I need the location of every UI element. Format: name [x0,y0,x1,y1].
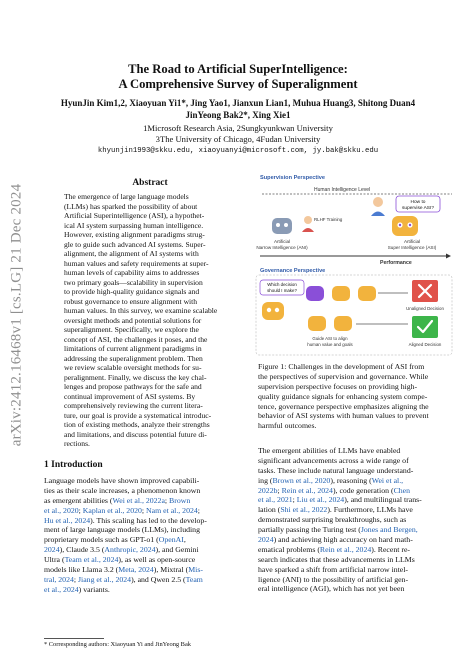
text-span: ), reasoning ( [330,475,372,485]
author-emails: khyunjin1993@skku.edu, xiaoyuanyi@microsoft.com, jy.bak@skku.edu [97,147,379,155]
paper-title-line-2: A Comprehensive Survey of Superalignment [118,77,358,91]
rlhf-label: RLHF Training [314,217,343,222]
text-line [44,585,244,595]
affiliation-line-2: 3The University of Chicago, 4Fudan University [155,134,321,144]
question-text-2: should I make? [267,288,297,293]
citation-link[interactable]: Brown [169,495,191,505]
citation-link[interactable]: Jiang et al., 2024 [78,574,132,584]
text-span: as emergent abilities ( [44,495,113,505]
text-line [258,535,452,545]
citation-link[interactable]: Hu et al., 2024 [44,515,91,525]
citation-link[interactable]: et al., 2021 [258,495,293,505]
human-trainer-icon [302,216,314,232]
caption-line: the perspectives of supervision and governance. While [258,371,429,381]
text-line [258,466,452,476]
citation-link[interactable]: Anthropic, 2024 [104,545,156,555]
text-span: ), code generation ( [332,485,394,495]
abstract-line: human levels of capability aims to addresses [64,268,200,277]
figure-1 [252,170,456,358]
footnote-rule [44,638,104,639]
text-line [258,545,452,555]
abstract-heading: Abstract [132,178,168,188]
citation-link[interactable]: Wei et al., [371,475,404,485]
text-span: ; [78,505,83,515]
performance-arrowhead [446,254,451,259]
citation-link[interactable]: et al., 2020 [44,505,79,515]
text-line [44,535,244,545]
abstract-line: comprehensively reviewing the current litera- [64,401,203,410]
abstract-line: Artificial Superintelligence (ASI), a hypothet- [64,211,205,220]
text-span: ) and achieving high accuracy on hard math- [273,535,413,545]
aligned-label: Aligned Decision [408,342,442,347]
abstract-line: to provide high-quality guidance signals and [64,287,200,296]
text-span: tasks. These include natural language understand- [258,465,414,475]
citation-link[interactable]: Rein et al., 2024 [281,485,333,495]
abstract-line: human values and safety requirements at super- [64,258,209,268]
caption-line: tence, governance perspective emphasizes aligning the [258,401,429,411]
text-line [258,456,452,466]
figure-1-caption [258,362,448,431]
text-span: ) variants. [78,584,110,594]
intro-left-column [44,476,244,595]
ani-label-2: Narrow Intelligence (ANI) [256,245,308,250]
citation-link[interactable]: Rein et al., 2024 [319,544,372,554]
aligned-decision-box [412,316,438,338]
authors-line-2: JinYeong Bak2*, Xing Xie1 [185,110,291,120]
text-span: ), and multilingual trans- [344,495,422,505]
text-span: ), Mixtral ( [153,565,189,575]
abstract-line: two primary goals—scalability in supervision [64,277,203,287]
abstract-line: we review scalable oversight methods for su- [64,363,202,372]
caption-line: Figure 1: Challenges in the development of ASI from [258,362,425,371]
human-supervisor-icon [371,197,385,216]
text-span: ). This scaling has led to the develop- [90,515,207,525]
text-line [258,555,452,565]
text-line [258,505,452,515]
text-line [44,525,244,535]
text-span: ; [73,574,79,584]
text-span: demonstrated surprising breakthroughs, such as [258,515,407,525]
text-line [44,545,244,555]
ani-label-1: Artificial [273,239,291,244]
text-span: partially passing the Turing test ( [258,525,361,535]
abstract-body [64,192,240,449]
text-line [44,516,244,526]
citation-link[interactable]: Shi et al., 2022 [280,505,328,515]
abstract-line: alignment, the alignment of AI systems with [64,249,199,258]
asi-robot-icon [392,216,418,236]
abstract-line: ical AI system surpassing human intelligence. [64,220,204,230]
paper-title-line-1: The Road to Artificial SuperIntelligence: [128,62,348,76]
text-span: ; [141,505,147,515]
text-line [258,584,452,594]
citation-link[interactable]: et al., 2024 [44,584,79,594]
abstract-line: oversight methods and potential solutions for [64,315,202,325]
text-span: , [183,535,186,545]
text-line [258,575,452,585]
text-line [258,515,452,525]
arxiv-id-text: arXiv:2412.16468v1 [cs.LG] 21 Dec 2024 [8,183,25,447]
text-line [44,565,244,575]
question-text-1: Which decision [267,282,297,287]
text-line [44,486,244,496]
abstract-line: limitations of current alignment paradigms in [64,344,202,353]
citation-link[interactable]: 2024 [258,535,274,545]
abstract-line: peralignment. Finally, we discuss the key chal- [64,372,207,382]
citation-link[interactable]: Brown et al., 2020 [272,475,331,485]
abstract-line: (LLMs) has sparked the possibility of about [64,201,198,211]
human-level-label: Human Intelligence Level [314,187,371,193]
citation-link[interactable]: Chen [393,485,411,495]
citation-link[interactable]: Liu et al., 2024 [296,495,345,505]
abstract-line: and limitations, and discuss potential future di- [64,429,207,439]
text-span: lation ( [258,505,281,515]
citation-link[interactable]: Nam et al., 2024 [146,505,198,515]
text-span: proprietary models such as GPT-o1 ( [44,535,159,545]
bubble-text-1: How to [410,200,426,205]
citation-link[interactable]: 2022b [258,485,278,495]
governance-perspective-label: Governance Perspective [260,268,326,274]
supervision-perspective-label: Supervision Perspective [260,175,325,181]
asi-robot-decision-icon [262,302,284,320]
text-span: ), as well as open-source [118,555,196,565]
citation-link[interactable]: tral, 2024 [44,574,74,584]
abstract-line: tion of existing methods, analyze their strengths [64,420,210,429]
abstract-line: concept of ASI, the challenges it poses, and the [64,334,208,344]
text-line [44,496,244,506]
text-span: ; [197,505,200,515]
text-line [44,555,244,565]
text-span: significant advancements across a wide range of [258,455,409,465]
section-heading-introduction: 1 Introduction [44,460,103,470]
abstract-line: continual improvement of ASI systems. By [64,391,196,401]
guide-text-1: Guide ASI to align [312,336,348,341]
text-span: ties as their scale increases, a phenomenon known [44,485,201,495]
ani-robot-icon [272,218,292,234]
caption-line: behavior of ASI systems with human values to prevent [258,411,429,421]
abstract-line: ture, our goal is provide a systematical introduc- [64,410,212,420]
text-span: ing ( [258,475,273,485]
abstract-line: The emergence of large language models [64,192,189,201]
text-span: Language models have shown improved capabili- [44,476,200,485]
intro-right-column [258,446,452,594]
text-span: ). Furthermore, LLMs have [327,505,413,515]
text-span: ; [292,495,297,505]
asi-label-1: Artificial [403,239,421,244]
citation-link[interactable]: Wei et al., 2022a [112,495,165,505]
arxiv-identifier [4,120,30,510]
text-span: have sparked a shift from artificial narrow intel- [258,564,409,574]
text-span: ematical problems ( [258,544,320,554]
performance-label: Performance [380,260,412,266]
text-span: ), and Qwen 2.5 ( [131,574,186,584]
text-line [44,575,244,585]
abstract-line: lenges and propose pathways for the safe and [64,382,202,391]
text-span: Ultra ( [44,555,65,565]
asi-label-2: Super Intelligence (ASI) [387,245,437,250]
citation-link[interactable]: Kaplan et al., 2020 [82,505,142,515]
caption-line: supervision perspective focuses on providing high- [258,381,418,391]
affiliation-line-1: 1Microsoft Research Asia, 2Sungkyunkwan University [143,123,333,133]
decision-option-aligned-icon [308,316,352,331]
text-span: ). Recent re- [371,544,410,554]
text-span: ligence (ANI) to the possibility of artificial gen- [258,574,409,584]
caption-line: harmful outcomes. [258,421,317,431]
abstract-line: human values. In this survey, we examine scalable [64,306,218,315]
abstract-line: gle to guide such advanced AI systems. Super- [64,239,206,249]
text-line [44,506,244,516]
text-line [258,495,452,505]
text-span: models like Llama 3.2 ( [44,565,119,575]
abstract-line: superalignment. Specifically, we explore the [64,325,199,334]
decision-option-unaligned-icon [306,286,376,301]
text-span: ), and Gemini [155,545,199,555]
footnote: * Corresponding authors: Xiaoyuan Yi and JinYeong Bak [44,641,191,648]
text-span: ment of large language models (LLMs), including [44,525,200,535]
text-line [258,476,452,486]
text-span: search indicates that these advancements in LLMs [258,554,415,564]
text-line [258,525,452,535]
citation-link[interactable]: Team [185,574,203,584]
abstract-line: rections. [64,439,90,448]
text-line [258,565,452,575]
citation-link[interactable]: Meta, 2024 [118,565,154,575]
citation-link[interactable]: Mis- [188,565,203,575]
caption-line: quality guidance signals for enhancing system compe- [258,391,428,401]
abstract-line: robust governance to ensure alignment with [64,296,198,306]
text-span: ; [277,485,282,495]
citation-link[interactable]: Jones and Bergen, [360,525,418,535]
authors-line-1: HyunJin Kim1,2, Xiaoyuan Yi1*, Jing Yao1, Jianxun Lian1, Muhua Huang3, Shitong Duan4 [60,98,416,108]
text-span: ; [164,495,170,505]
text-line [258,486,452,496]
citation-link[interactable]: OpenAI [158,535,184,545]
abstract-line: addressing the superalignment problem. Then [64,353,203,363]
text-span: eral intelligence (AGI), which has not yet been [258,584,405,594]
bubble-text-2: supervise ASI? [402,206,434,211]
text-line [44,476,244,486]
citation-link[interactable]: 2024 [44,545,60,555]
guide-text-2: human value and goals [307,342,353,347]
text-span: ), Claude 3.5 ( [59,545,105,555]
text-span: The emergent abilities of LLMs have enabled [258,446,401,455]
abstract-line: However, existing alignment paradigms strug- [64,230,205,239]
text-line [258,446,452,456]
citation-link[interactable]: Team et al., 2024 [64,555,119,565]
unaligned-label: Unaligned Decision [406,306,444,311]
